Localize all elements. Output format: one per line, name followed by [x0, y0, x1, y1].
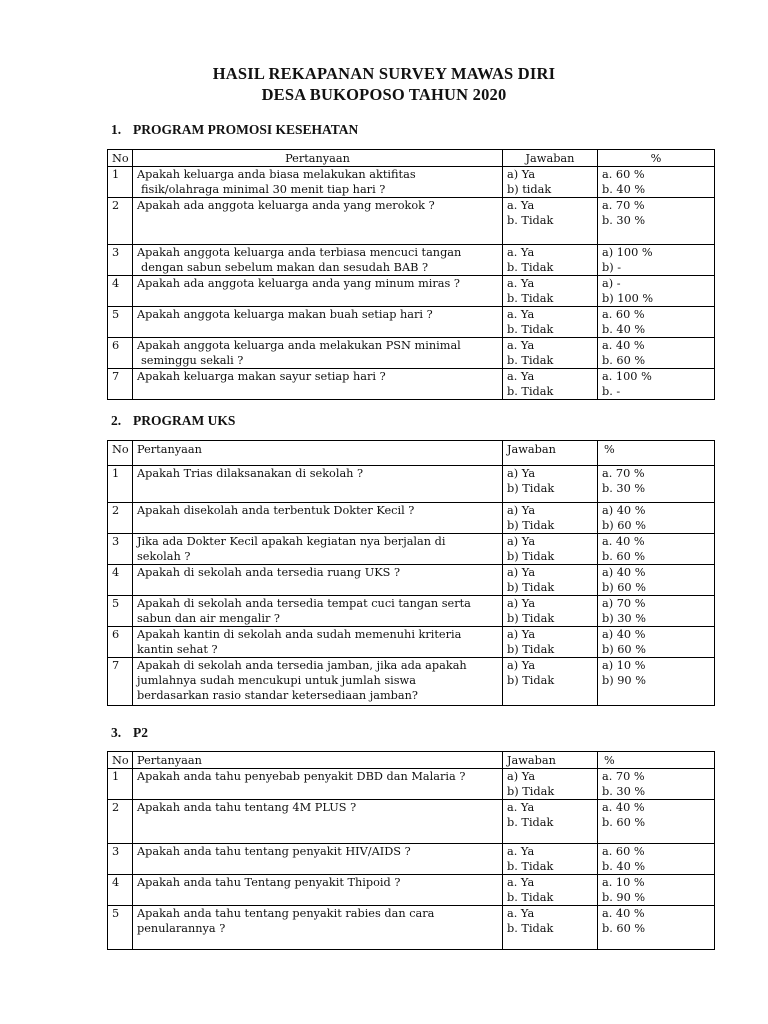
answer-option: a. Ya — [507, 876, 535, 889]
answer-cell — [503, 503, 598, 534]
percent-cell — [598, 276, 715, 307]
percent-value: b) 90 % — [602, 674, 646, 687]
percent-value: b. 30 % — [602, 785, 646, 798]
answer-option: b. Tidak — [507, 261, 554, 274]
answer-option: b. Tidak — [507, 354, 554, 367]
question-cell — [133, 658, 503, 706]
section-title: PROGRAM UKS — [133, 413, 236, 428]
row-number: 5 — [108, 307, 133, 338]
table-row — [108, 307, 715, 338]
row-number: 1 — [108, 167, 133, 198]
answer-option: a) Ya — [507, 467, 536, 480]
question-text: sabun dan air mengalir ? — [137, 612, 280, 625]
table-row — [108, 565, 715, 596]
table-row — [108, 769, 715, 800]
answer-option: b. Tidak — [507, 385, 554, 398]
answer-option: a) Ya — [507, 628, 536, 641]
percent-value: a. 70 % — [602, 770, 645, 783]
question-cell — [133, 627, 503, 658]
survey-table-uks — [107, 440, 715, 706]
answer-option: a) Ya — [507, 168, 536, 181]
answer-option: a) Ya — [507, 504, 536, 517]
question-cell — [133, 906, 503, 950]
percent-value: b. 90 % — [602, 891, 646, 904]
percent-value: a. 40 % — [602, 339, 645, 352]
answer-cell — [503, 875, 598, 906]
table-row — [108, 844, 715, 875]
row-number: 4 — [108, 565, 133, 596]
question-text: Apakah anda tahu penyebab penyakit DBD dan Malaria ? — [137, 770, 466, 783]
question-text: Apakah kantin di sekolah anda sudah memenuhi kriteria — [137, 628, 462, 641]
percent-cell — [598, 167, 715, 198]
table-row — [108, 534, 715, 565]
table-row — [108, 369, 715, 400]
table-row — [108, 167, 715, 198]
section-number: 3. — [111, 725, 122, 740]
question-text: fisik/olahraga minimal 30 menit tiap hari ? — [141, 183, 386, 196]
question-text: Apakah anggota keluarga anda terbiasa mencuci tangan — [137, 246, 462, 259]
row-number: 6 — [108, 627, 133, 658]
percent-value: a) 40 % — [602, 504, 646, 517]
answer-option: b. Tidak — [507, 816, 554, 829]
percent-cell — [598, 245, 715, 276]
percent-value: b) 100 % — [602, 292, 654, 305]
table-row — [108, 596, 715, 627]
answer-option: b) Tidak — [507, 482, 555, 495]
percent-value: a) 10 % — [602, 659, 646, 672]
row-number: 6 — [108, 338, 133, 369]
answer-option: a) Ya — [507, 535, 536, 548]
percent-header: % — [598, 150, 715, 167]
answer-option: a. Ya — [507, 907, 535, 920]
row-number: 5 — [108, 596, 133, 627]
answer-cell — [503, 534, 598, 565]
question-text: Apakah di sekolah anda tersedia jamban, jika ada apakah — [137, 659, 467, 672]
percent-cell — [598, 844, 715, 875]
answer-option: b. Tidak — [507, 214, 554, 227]
survey-table-p2 — [107, 751, 715, 950]
question-text: berdasarkan rasio standar ketersediaan jamban? — [137, 689, 418, 702]
section-number: 2. — [111, 413, 122, 428]
answer-cell — [503, 167, 598, 198]
question-header: Pertanyaan — [133, 752, 503, 769]
percent-cell — [598, 369, 715, 400]
row-number: 2 — [108, 800, 133, 844]
table-row — [108, 658, 715, 706]
row-number: 2 — [108, 503, 133, 534]
question-cell — [133, 466, 503, 503]
answer-option: b. Tidak — [507, 922, 554, 935]
percent-value: a. 60 % — [602, 168, 645, 181]
percent-value: a. 40 % — [602, 801, 645, 814]
answer-option: b. Tidak — [507, 860, 554, 873]
table-row — [108, 276, 715, 307]
question-text: seminggu sekali ? — [141, 354, 244, 367]
answer-cell — [503, 906, 598, 950]
table-row — [108, 875, 715, 906]
question-text: Apakah anda tahu Tentang penyakit Thipoid ? — [137, 876, 401, 889]
answer-cell — [503, 276, 598, 307]
question-text: Apakah keluarga anda biasa melakukan aktifitas — [137, 168, 416, 181]
percent-value: b. 60 % — [602, 354, 646, 367]
question-text: kantin sehat ? — [137, 643, 218, 656]
row-number: 5 — [108, 906, 133, 950]
percent-value: b. 40 % — [602, 323, 646, 336]
question-cell — [133, 534, 503, 565]
question-cell — [133, 565, 503, 596]
question-text: Apakah disekolah anda terbentuk Dokter Kecil ? — [137, 504, 415, 517]
row-number: 7 — [108, 658, 133, 706]
percent-value: b. - — [602, 385, 621, 398]
table-header-row — [108, 752, 715, 769]
percent-value: a. 40 % — [602, 535, 645, 548]
question-text: dengan sabun sebelum makan dan sesudah BAB ? — [141, 261, 429, 274]
answer-cell — [503, 565, 598, 596]
answer-option: b) tidak — [507, 183, 552, 196]
percent-cell — [598, 875, 715, 906]
section-title: PROGRAM PROMOSI KESEHATAN — [133, 122, 359, 137]
answer-option: b) Tidak — [507, 785, 555, 798]
question-header: Pertanyaan — [133, 441, 503, 466]
section-number: 1. — [111, 122, 122, 137]
answer-cell — [503, 245, 598, 276]
percent-cell — [598, 627, 715, 658]
answer-option: a) Ya — [507, 566, 536, 579]
table-row — [108, 338, 715, 369]
answer-option: a. Ya — [507, 370, 535, 383]
row-number: 1 — [108, 466, 133, 503]
percent-cell — [598, 658, 715, 706]
no-header: No — [108, 150, 133, 167]
table-header-row — [108, 150, 715, 167]
answer-option: a. Ya — [507, 199, 535, 212]
percent-value: b. 30 % — [602, 214, 646, 227]
question-cell — [133, 596, 503, 627]
answer-header: Jawaban — [503, 752, 598, 769]
question-cell — [133, 875, 503, 906]
answer-option: b. Tidak — [507, 292, 554, 305]
percent-value: a. 40 % — [602, 907, 645, 920]
row-number: 3 — [108, 534, 133, 565]
answer-cell — [503, 596, 598, 627]
answer-cell — [503, 307, 598, 338]
percent-value: a) 70 % — [602, 597, 646, 610]
question-cell — [133, 167, 503, 198]
answer-header: Jawaban — [503, 441, 598, 466]
percent-header: % — [598, 752, 715, 769]
answer-option: a) Ya — [507, 659, 536, 672]
section-heading-p2 — [111, 725, 148, 741]
question-cell — [133, 369, 503, 400]
row-number: 2 — [108, 198, 133, 245]
answer-option: a. Ya — [507, 308, 535, 321]
table-row — [108, 198, 715, 245]
table-row — [108, 503, 715, 534]
question-text: Apakah anggota keluarga makan buah setiap hari ? — [137, 308, 433, 321]
question-text: Apakah Trias dilaksanakan di sekolah ? — [137, 467, 364, 480]
question-cell — [133, 198, 503, 245]
percent-value: a) 100 % — [602, 246, 653, 259]
table-row — [108, 466, 715, 503]
question-cell — [133, 276, 503, 307]
percent-cell — [598, 596, 715, 627]
section-heading-promosi — [111, 122, 358, 138]
row-number: 3 — [108, 844, 133, 875]
percent-value: a. 10 % — [602, 876, 645, 889]
percent-value: a. 60 % — [602, 308, 645, 321]
percent-value: b) 30 % — [602, 612, 646, 625]
answer-cell — [503, 658, 598, 706]
percent-header: % — [598, 441, 715, 466]
percent-value: a) - — [602, 277, 621, 290]
percent-value: b) 60 % — [602, 643, 646, 656]
question-text: penularannya ? — [137, 922, 226, 935]
percent-cell — [598, 534, 715, 565]
answer-option: b) Tidak — [507, 519, 555, 532]
answer-option: a. Ya — [507, 801, 535, 814]
question-text: Apakah ada anggota keluarga anda yang minum miras ? — [137, 277, 460, 290]
answer-option: b) Tidak — [507, 674, 555, 687]
percent-value: a) 40 % — [602, 566, 646, 579]
answer-option: b) Tidak — [507, 643, 555, 656]
answer-cell — [503, 844, 598, 875]
row-number: 3 — [108, 245, 133, 276]
percent-value: a. 70 % — [602, 199, 645, 212]
answer-option: b) Tidak — [507, 581, 555, 594]
percent-value: b. 30 % — [602, 482, 646, 495]
no-header: No — [108, 441, 133, 466]
percent-value: b. 60 % — [602, 550, 646, 563]
question-cell — [133, 800, 503, 844]
percent-value: a. 60 % — [602, 845, 645, 858]
question-text: Apakah di sekolah anda tersedia tempat cuci tangan serta — [137, 597, 471, 610]
percent-cell — [598, 769, 715, 800]
table-row — [108, 906, 715, 950]
answer-option: b. Tidak — [507, 323, 554, 336]
row-number: 4 — [108, 276, 133, 307]
table-row — [108, 627, 715, 658]
no-header: No — [108, 752, 133, 769]
table-row — [108, 800, 715, 844]
percent-value: a. 100 % — [602, 370, 652, 383]
question-cell — [133, 844, 503, 875]
section-title: P2 — [133, 725, 148, 740]
question-header: Pertanyaan — [133, 150, 503, 167]
percent-value: b) 60 % — [602, 581, 646, 594]
table-header-row — [108, 441, 715, 466]
question-text: Apakah anda tahu tentang penyakit HIV/AIDS ? — [137, 845, 411, 858]
question-text: Apakah ada anggota keluarga anda yang merokok ? — [137, 199, 435, 212]
percent-value: a) 40 % — [602, 628, 646, 641]
row-number: 7 — [108, 369, 133, 400]
percent-value: b. 40 % — [602, 183, 646, 196]
row-number: 4 — [108, 875, 133, 906]
answer-option: a. Ya — [507, 845, 535, 858]
question-cell — [133, 245, 503, 276]
answer-cell — [503, 198, 598, 245]
question-text: Apakah anda tahu tentang penyakit rabies dan cara — [137, 907, 435, 920]
percent-cell — [598, 307, 715, 338]
percent-cell — [598, 906, 715, 950]
answer-option: b) Tidak — [507, 612, 555, 625]
section-heading-uks — [111, 413, 235, 429]
question-text: Apakah di sekolah anda tersedia ruang UKS ? — [137, 566, 401, 579]
answer-header: Jawaban — [503, 150, 598, 167]
question-cell — [133, 338, 503, 369]
question-cell — [133, 503, 503, 534]
answer-cell — [503, 369, 598, 400]
survey-table-promosi — [107, 149, 715, 400]
percent-cell — [598, 503, 715, 534]
answer-option: a. Ya — [507, 246, 535, 259]
question-text: jumlahnya sudah mencukupi untuk jumlah siswa — [137, 674, 416, 687]
answer-cell — [503, 769, 598, 800]
percent-value: b) 60 % — [602, 519, 646, 532]
answer-option: a. Ya — [507, 339, 535, 352]
question-cell — [133, 769, 503, 800]
answer-cell — [503, 627, 598, 658]
percent-cell — [598, 198, 715, 245]
question-cell — [133, 307, 503, 338]
question-text: sekolah ? — [137, 550, 191, 563]
table-row — [108, 245, 715, 276]
percent-cell — [598, 800, 715, 844]
document-subtitle: DESA BUKOPOSO TAHUN 2020 — [261, 85, 507, 104]
question-text: Apakah anda tahu tentang 4M PLUS ? — [137, 801, 357, 814]
percent-value: b. 60 % — [602, 922, 646, 935]
answer-option: a) Ya — [507, 597, 536, 610]
row-number: 1 — [108, 769, 133, 800]
answer-option: b) Tidak — [507, 550, 555, 563]
percent-cell — [598, 466, 715, 503]
percent-value: a. 70 % — [602, 467, 645, 480]
question-text: Apakah keluarga makan sayur setiap hari ? — [137, 370, 386, 383]
percent-cell — [598, 565, 715, 596]
answer-cell — [503, 800, 598, 844]
answer-option: b. Tidak — [507, 891, 554, 904]
answer-option: a) Ya — [507, 770, 536, 783]
answer-option: a. Ya — [507, 277, 535, 290]
percent-value: b) - — [602, 261, 622, 274]
percent-value: b. 40 % — [602, 860, 646, 873]
answer-cell — [503, 466, 598, 503]
question-text: Apakah anggota keluarga anda melakukan PSN minimal — [137, 339, 461, 352]
answer-cell — [503, 338, 598, 369]
percent-cell — [598, 338, 715, 369]
document-title: HASIL REKAPANAN SURVEY MAWAS DIRI — [212, 64, 556, 83]
percent-value: b. 60 % — [602, 816, 646, 829]
question-text: Jika ada Dokter Kecil apakah kegiatan nya berjalan di — [137, 535, 446, 548]
